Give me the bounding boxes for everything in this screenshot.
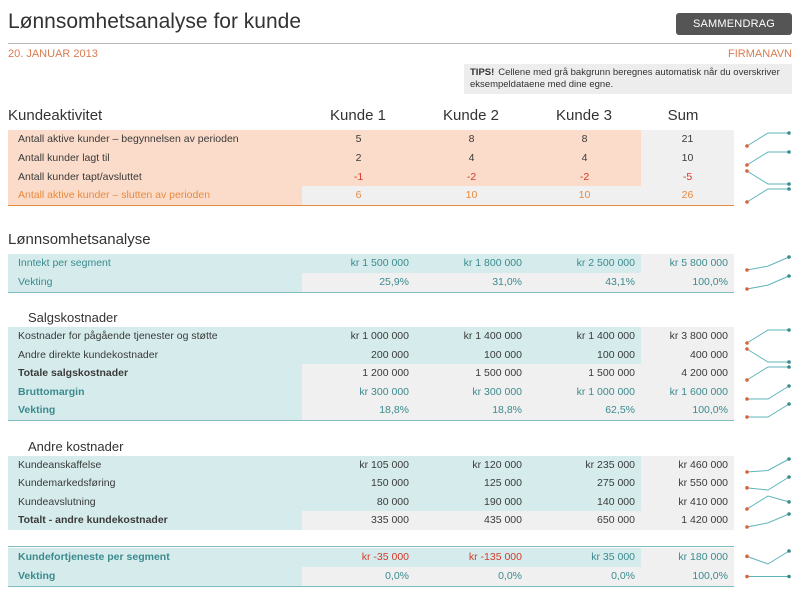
cell-sum: 10 [641, 149, 734, 168]
table-row [8, 456, 734, 475]
sparkline-marker [787, 512, 791, 516]
cell-kunde-2: 1 500 000 [415, 364, 528, 383]
sparkline-path [747, 477, 789, 490]
cell-sum: 26 [641, 186, 734, 205]
cell-kunde-3[interactable]: 4 [528, 149, 641, 168]
cell-kunde-2: 31,0% [415, 273, 528, 292]
cell-sum: -5 [641, 168, 734, 187]
cell-sum: 1 420 000 [641, 511, 734, 530]
sparkline [744, 254, 792, 273]
sparkline-marker [745, 555, 749, 559]
cell-sum: kr 1 600 000 [641, 383, 734, 402]
cell-kunde-2[interactable]: kr 120 000 [415, 456, 528, 475]
sparkline-path [747, 349, 789, 362]
cell-kunde-3[interactable]: kr 235 000 [528, 456, 641, 475]
cell-sum: kr 460 000 [641, 456, 734, 475]
company-name[interactable]: FIRMANAVN [728, 48, 792, 60]
cell-kunde-1: 335 000 [302, 511, 415, 530]
sparkline-marker [745, 378, 749, 382]
sparkline-marker [745, 144, 749, 148]
cell-sum: 21 [641, 130, 734, 149]
table-row [8, 474, 734, 493]
cell-kunde-2: kr 1 800 000 [415, 254, 528, 273]
cell-kunde-3[interactable]: 100 000 [528, 346, 641, 365]
sparkline-path [747, 496, 789, 509]
cell-kunde-1[interactable]: -1 [302, 168, 415, 187]
section-divider [8, 292, 734, 293]
tips-label: TIPS! [470, 67, 495, 78]
sparkline-marker [787, 255, 791, 259]
sparkline [744, 327, 792, 346]
row-label: Bruttomargin [8, 383, 302, 402]
sparkline [744, 130, 792, 149]
cell-kunde-1[interactable]: 2 [302, 149, 415, 168]
cell-sum: 100,0% [641, 273, 734, 292]
cell-sum: kr 550 000 [641, 474, 734, 493]
sparkline-marker [787, 575, 791, 579]
sparkline [744, 149, 792, 168]
cell-kunde-2[interactable]: 190 000 [415, 493, 528, 512]
cell-kunde-1[interactable]: 5 [302, 130, 415, 149]
sparkline-path [747, 133, 789, 146]
table-row [8, 383, 734, 402]
sparkline-marker [787, 475, 791, 479]
sparkline-path [747, 386, 789, 399]
row-label[interactable]: Kundeanskaffelse [8, 456, 302, 475]
cell-kunde-1: 6 [302, 186, 415, 205]
row-label[interactable]: Antall kunder lagt til [8, 149, 302, 168]
sparkline-path [747, 459, 789, 472]
column-header-kunde-3[interactable]: Kunde 3 [556, 107, 612, 124]
section-divider [8, 420, 734, 421]
sparkline-marker [745, 169, 749, 173]
cell-kunde-1[interactable]: kr 105 000 [302, 456, 415, 475]
column-header-sum: Sum [667, 107, 699, 124]
sparkline-marker [745, 525, 749, 529]
cell-kunde-1[interactable]: kr 1 000 000 [302, 327, 415, 346]
table-row [8, 130, 734, 149]
sparkline-marker [787, 549, 791, 553]
sparkline-marker [787, 131, 791, 135]
column-header-kunde-2[interactable]: Kunde 2 [443, 107, 499, 124]
sparkline-marker [787, 274, 791, 278]
sparkline-marker [787, 384, 791, 388]
cell-kunde-2: 10 [415, 186, 528, 205]
cell-sum: 100,0% [641, 567, 734, 586]
row-label: Kundefortjeneste per segment [8, 548, 302, 567]
row-label: Vekting [8, 273, 302, 292]
table-row [8, 493, 734, 512]
sparkline [744, 474, 792, 493]
sparkline [744, 548, 792, 567]
profit-heading: Lønnsomhetsanalyse [8, 231, 151, 248]
cell-sum: kr 410 000 [641, 493, 734, 512]
sparkline [744, 346, 792, 365]
sparkline-marker [745, 415, 749, 419]
table-row [8, 186, 734, 205]
table-row [8, 254, 734, 273]
section-divider [8, 205, 734, 206]
cell-kunde-1: 1 200 000 [302, 364, 415, 383]
cell-kunde-2: 18,8% [415, 401, 528, 420]
cell-sum: 4 200 000 [641, 364, 734, 383]
cell-kunde-3: 0,0% [528, 567, 641, 586]
sparkline-path [747, 551, 789, 564]
cell-sum: kr 5 800 000 [641, 254, 734, 273]
cell-kunde-1: 25,9% [302, 273, 415, 292]
sparkline-path [747, 404, 789, 417]
row-label[interactable]: Antall kunder tapt/avsluttet [8, 168, 302, 187]
cell-kunde-2: kr -135 000 [415, 548, 528, 567]
cell-kunde-2[interactable]: 4 [415, 149, 528, 168]
table-row [8, 567, 734, 586]
sparkline-marker [745, 575, 749, 579]
sparkline-path [747, 330, 789, 343]
sparkline [744, 168, 792, 187]
row-label[interactable]: Kundeavslutning [8, 493, 302, 512]
cell-kunde-3: 1 500 000 [528, 364, 641, 383]
cell-kunde-1: 18,8% [302, 401, 415, 420]
other-costs-heading: Andre kostnader [28, 439, 124, 454]
sparkline-marker [745, 287, 749, 291]
table-row [8, 401, 734, 420]
sparkline [744, 456, 792, 475]
section-divider [8, 586, 734, 587]
table-row [8, 168, 734, 187]
row-label: Vekting [8, 567, 302, 586]
cell-kunde-2: kr 300 000 [415, 383, 528, 402]
sparkline-marker [745, 268, 749, 272]
table-row [8, 511, 734, 530]
cell-kunde-1[interactable]: 80 000 [302, 493, 415, 512]
cell-kunde-3[interactable]: -2 [528, 168, 641, 187]
sparkline-marker [787, 457, 791, 461]
sparkline-marker [787, 328, 791, 332]
row-label: Inntekt per segment [8, 254, 302, 273]
sparkline-marker [745, 341, 749, 345]
table-row [8, 149, 734, 168]
cell-kunde-2: 0,0% [415, 567, 528, 586]
sparkline [744, 401, 792, 420]
summary-button[interactable]: SAMMENDRAG [676, 13, 792, 35]
row-label[interactable]: Kostnader for pågående tjenester og støtte [8, 327, 302, 346]
cell-kunde-3[interactable]: 140 000 [528, 493, 641, 512]
sparkline-path [747, 514, 789, 527]
row-label: Vekting [8, 401, 302, 420]
cell-kunde-3: kr 35 000 [528, 548, 641, 567]
row-label[interactable]: Kundemarkedsføring [8, 474, 302, 493]
cell-kunde-3[interactable]: 275 000 [528, 474, 641, 493]
report-date[interactable]: 20. JANUAR 2013 [8, 48, 98, 60]
cell-kunde-2[interactable]: kr 1 400 000 [415, 327, 528, 346]
cell-kunde-1[interactable]: 150 000 [302, 474, 415, 493]
sparkline [744, 511, 792, 530]
column-header-kunde-1[interactable]: Kunde 1 [330, 107, 386, 124]
row-label: Totalt - andre kundekostnader [8, 511, 302, 530]
cell-kunde-2[interactable]: 125 000 [415, 474, 528, 493]
cell-kunde-3[interactable]: kr 1 400 000 [528, 327, 641, 346]
sparkline-marker [745, 200, 749, 204]
sparkline-marker [787, 187, 791, 191]
row-label: Totale salgskostnader [8, 364, 302, 383]
cell-kunde-2[interactable]: 100 000 [415, 346, 528, 365]
cell-sum: 100,0% [641, 401, 734, 420]
sparkline [744, 567, 792, 586]
activity-heading: Kundeaktivitet [8, 107, 103, 124]
sparkline-path [747, 276, 789, 289]
tips-box [464, 64, 792, 94]
cell-kunde-3: 10 [528, 186, 641, 205]
row-label[interactable]: Andre direkte kundekostnader [8, 346, 302, 365]
table-row [8, 327, 734, 346]
row-label: Antall aktive kunder – slutten av perioden [8, 186, 302, 205]
table-row [8, 273, 734, 292]
cell-sum: kr 3 800 000 [641, 327, 734, 346]
cell-kunde-2[interactable]: 8 [415, 130, 528, 149]
header-divider [8, 43, 792, 44]
sparkline-marker [745, 347, 749, 351]
sparkline [744, 364, 792, 383]
sparkline-marker [787, 150, 791, 154]
section-divider [8, 546, 734, 547]
cell-kunde-3: 62,5% [528, 401, 641, 420]
row-label[interactable]: Antall aktive kunder – begynnelsen av perioden [8, 130, 302, 149]
tips-text: Cellene med grå bakgrunn beregnes automatisk når du overskriver eksempeldataene med dine egne. [470, 67, 780, 90]
cell-kunde-2: 435 000 [415, 511, 528, 530]
cell-sum: kr 180 000 [641, 548, 734, 567]
sparkline-path [747, 367, 789, 380]
sparkline [744, 273, 792, 292]
sparkline-path [747, 171, 789, 184]
sparkline [744, 383, 792, 402]
sparkline-marker [787, 365, 791, 369]
sparkline-path [747, 152, 789, 165]
cell-kunde-1: kr 300 000 [302, 383, 415, 402]
cell-kunde-3: kr 2 500 000 [528, 254, 641, 273]
sparkline-marker [787, 500, 791, 504]
cell-kunde-3[interactable]: 8 [528, 130, 641, 149]
table-row [8, 364, 734, 383]
sales-costs-heading: Salgskostnader [28, 310, 118, 325]
cell-kunde-1[interactable]: 200 000 [302, 346, 415, 365]
sparkline-path [747, 257, 789, 270]
sparkline [744, 186, 792, 205]
cell-sum: 400 000 [641, 346, 734, 365]
cell-kunde-3: kr 1 000 000 [528, 383, 641, 402]
sparkline [744, 493, 792, 512]
page-title: Lønnsomhetsanalyse for kunde [8, 10, 302, 33]
sparkline-marker [745, 486, 749, 490]
table-row [8, 346, 734, 365]
sparkline-marker [745, 163, 749, 167]
cell-kunde-1: kr -35 000 [302, 548, 415, 567]
cell-kunde-3: 650 000 [528, 511, 641, 530]
sparkline-marker [787, 402, 791, 406]
sparkline-path [747, 189, 789, 202]
cell-kunde-3: 43,1% [528, 273, 641, 292]
cell-kunde-1: kr 1 500 000 [302, 254, 415, 273]
table-row [8, 548, 734, 567]
cell-kunde-2[interactable]: -2 [415, 168, 528, 187]
cell-kunde-1: 0,0% [302, 567, 415, 586]
